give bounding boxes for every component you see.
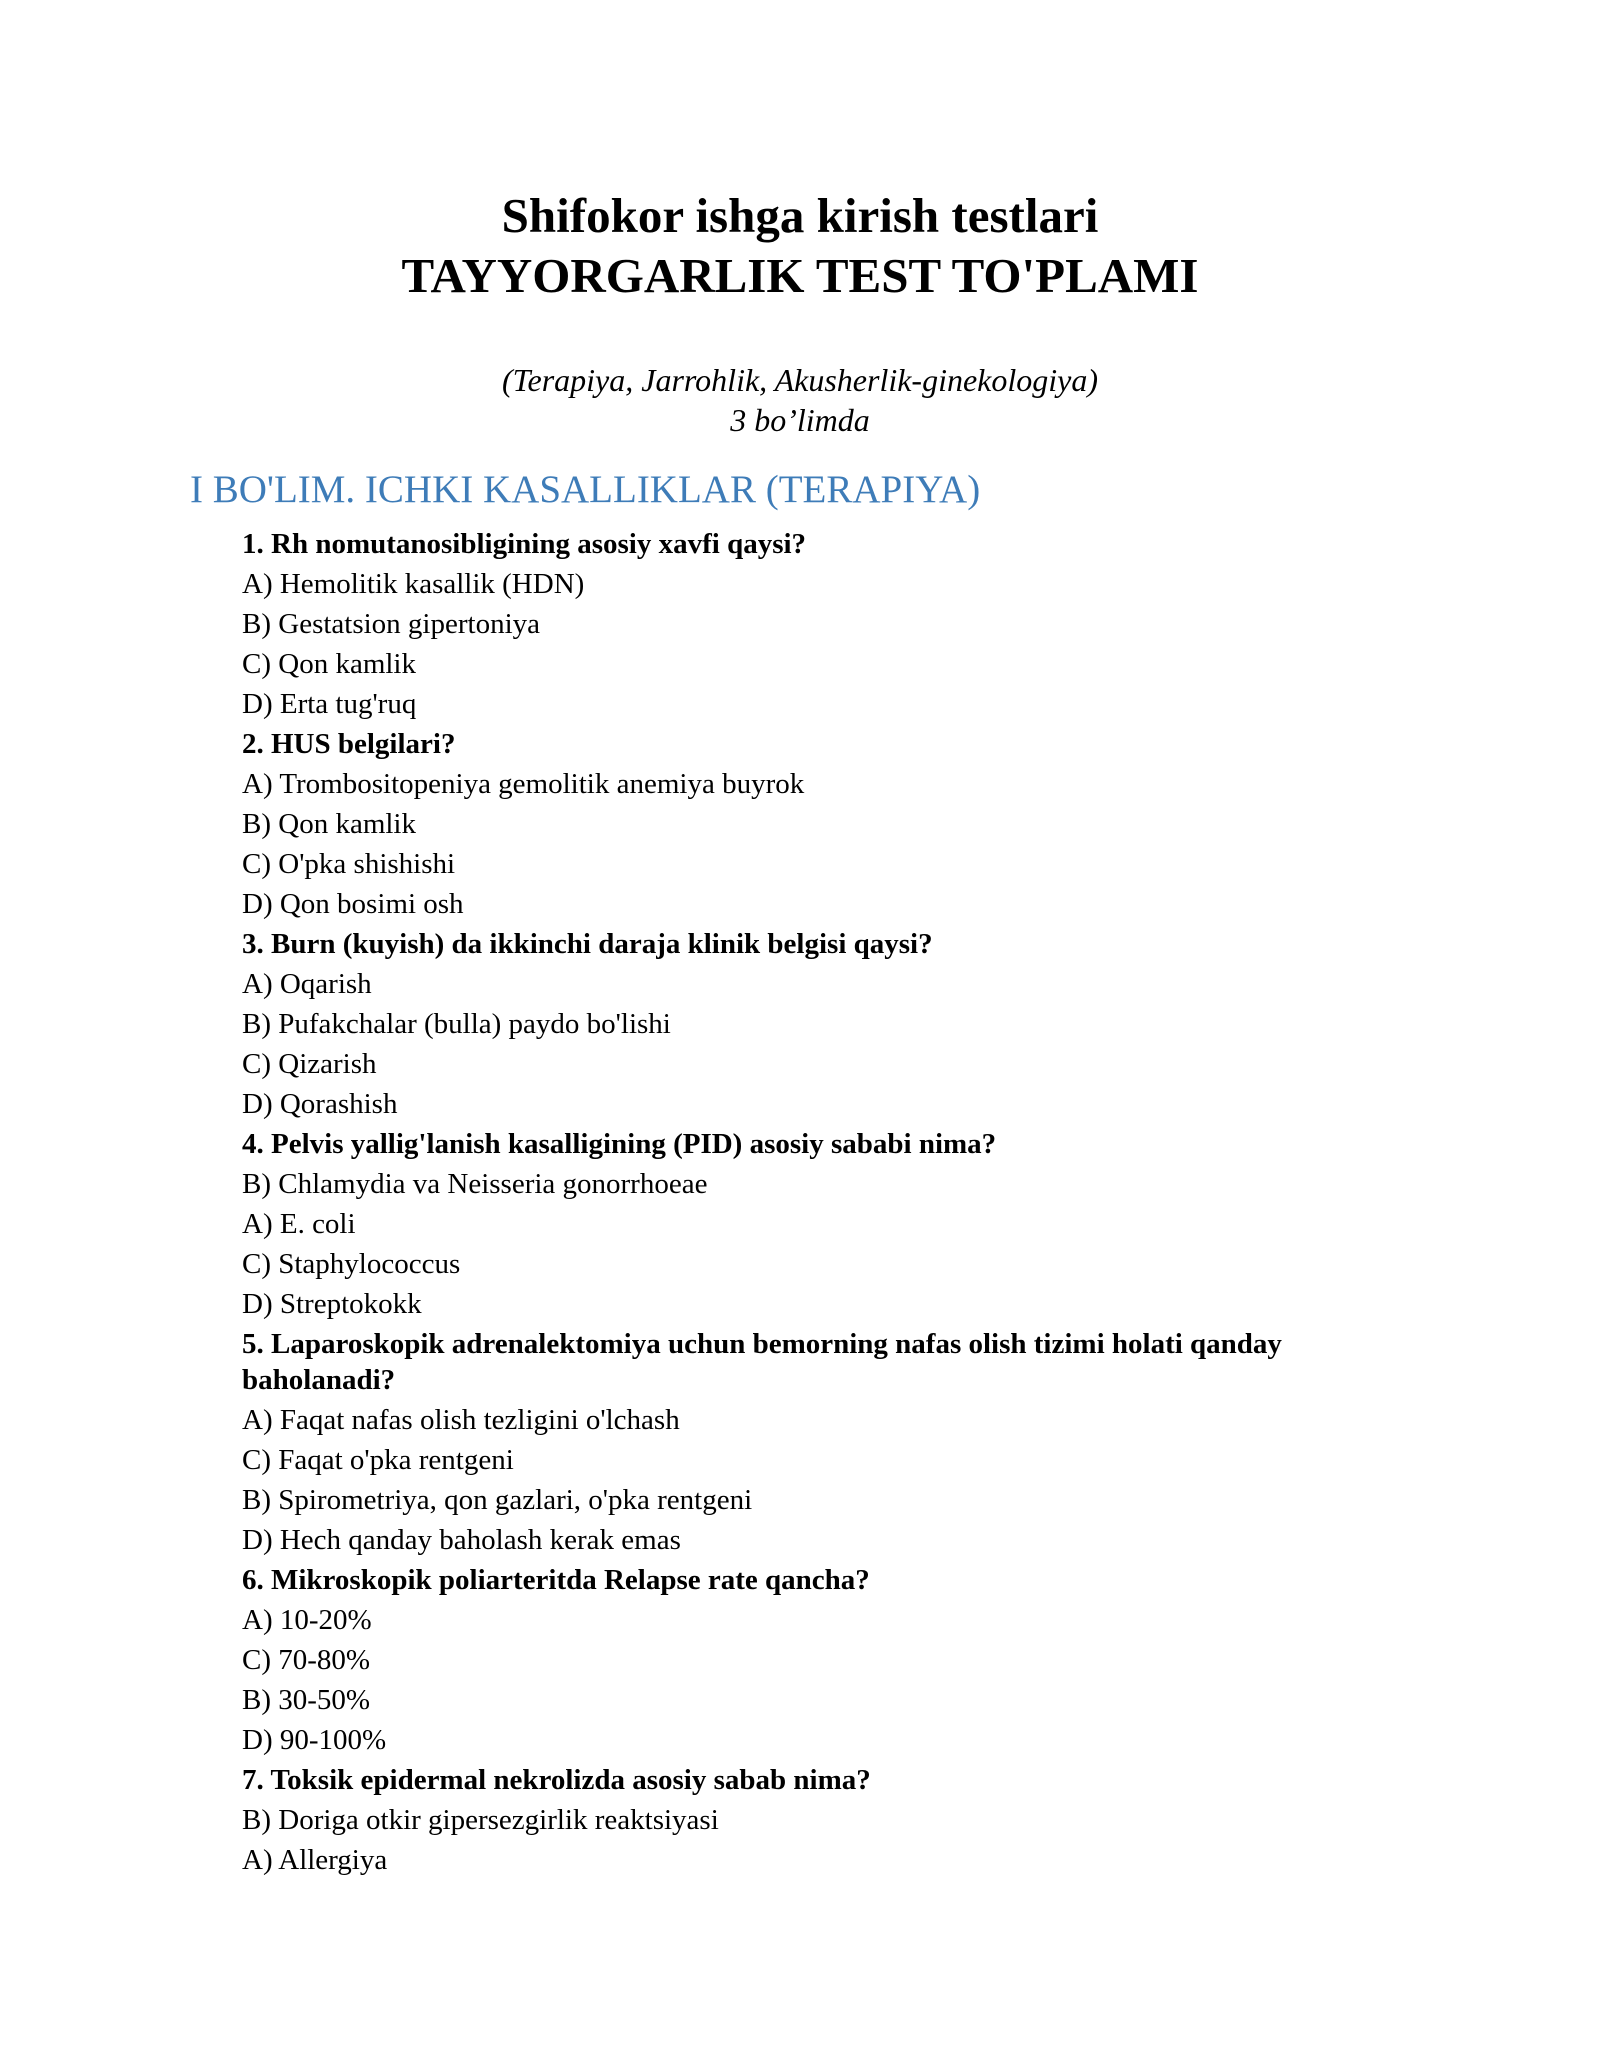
answer-option: D) Erta tug'ruq [242,688,417,720]
question-title: 4. Pelvis yallig'lanish kasalligining (PID) asosiy sababi nima? [242,1128,997,1160]
question-title: 3. Burn (kuyish) da ikkinchi daraja klinik belgisi qaysi? [242,928,933,960]
question-item [242,1324,1412,1560]
question-title: 7. Toksik epidermal nekrolizda asosiy sabab nima? [242,1764,871,1796]
answer-option: C) 70-80% [242,1644,371,1676]
question-title: 5. Laparoskopik adrenalektomiya uchun bemorning nafas olish tizimi holati qanday baholanadi? [242,1328,1282,1396]
answer-option: D) Qorashish [242,1088,398,1120]
answer-option: A) Trombositopeniya gemolitik anemiya buyrok [242,768,805,800]
answer-option: A) Hemolitik kasallik (HDN) [242,568,585,600]
answer-option: A) 10-20% [242,1604,372,1636]
answer-option: D) 90-100% [242,1724,387,1756]
question-item [242,1124,1412,1324]
answer-option: D) Streptokokk [242,1288,422,1320]
question-list [242,524,1412,1880]
answer-option: B) 30-50% [242,1684,371,1716]
answer-option: C) O'pka shishishi [242,848,456,880]
answer-option: A) Faqat nafas olish tezligini o'lchash [242,1404,680,1436]
answer-option: C) Qizarish [242,1048,377,1080]
answer-option: B) Chlamydia va Neisseria gonorrhoeae [242,1168,708,1200]
title-line-1: Shifokor ishga kirish testlari [501,188,1099,243]
answer-option: B) Gestatsion gipertoniya [242,608,541,640]
answer-option: D) Qon bosimi osh [242,888,464,920]
answer-option: B) Pufakchalar (bulla) paydo bo'lishi [242,1008,671,1040]
question-item [242,1760,1412,1880]
title-line-2: TAYYORGARLIK TEST TO'PLAMI [401,248,1199,303]
answer-option: C) Staphylococcus [242,1248,461,1280]
question-title: 6. Mikroskopik poliarteritda Relapse rate qancha? [242,1564,870,1596]
answer-option: A) Allergiya [242,1844,388,1876]
question-item [242,524,1412,724]
question-item [242,1560,1412,1760]
answer-option: C) Qon kamlik [242,648,416,680]
answer-option: B) Qon kamlik [242,808,416,840]
subtitle-line-1: (Terapiya, Jarrohlik, Akusherlik-ginekologiya) [501,362,1099,398]
question-title: 1. Rh nomutanosibligining asosiy xavfi qaysi? [242,528,807,560]
answer-option: A) Oqarish [242,968,372,1000]
question-title: 2. HUS belgilari? [242,728,456,760]
subtitle-line-2: 3 bo’limda [730,402,870,438]
question-item [242,924,1412,1124]
answer-option: B) Spirometriya, qon gazlari, o'pka rentgeni [242,1484,753,1516]
document-title [0,186,1600,306]
answer-option: B) Doriga otkir gipersezgirlik reaktsiyasi [242,1804,719,1836]
answer-option: A) E. coli [242,1208,356,1240]
section-heading: I BO'LIM. ICHKI KASALLIKLAR (TERAPIYA) [190,468,981,511]
question-item [242,724,1412,924]
answer-option: D) Hech qanday baholash kerak emas [242,1524,681,1556]
answer-option: C) Faqat o'pka rentgeni [242,1444,514,1476]
document-subtitle [0,360,1600,440]
